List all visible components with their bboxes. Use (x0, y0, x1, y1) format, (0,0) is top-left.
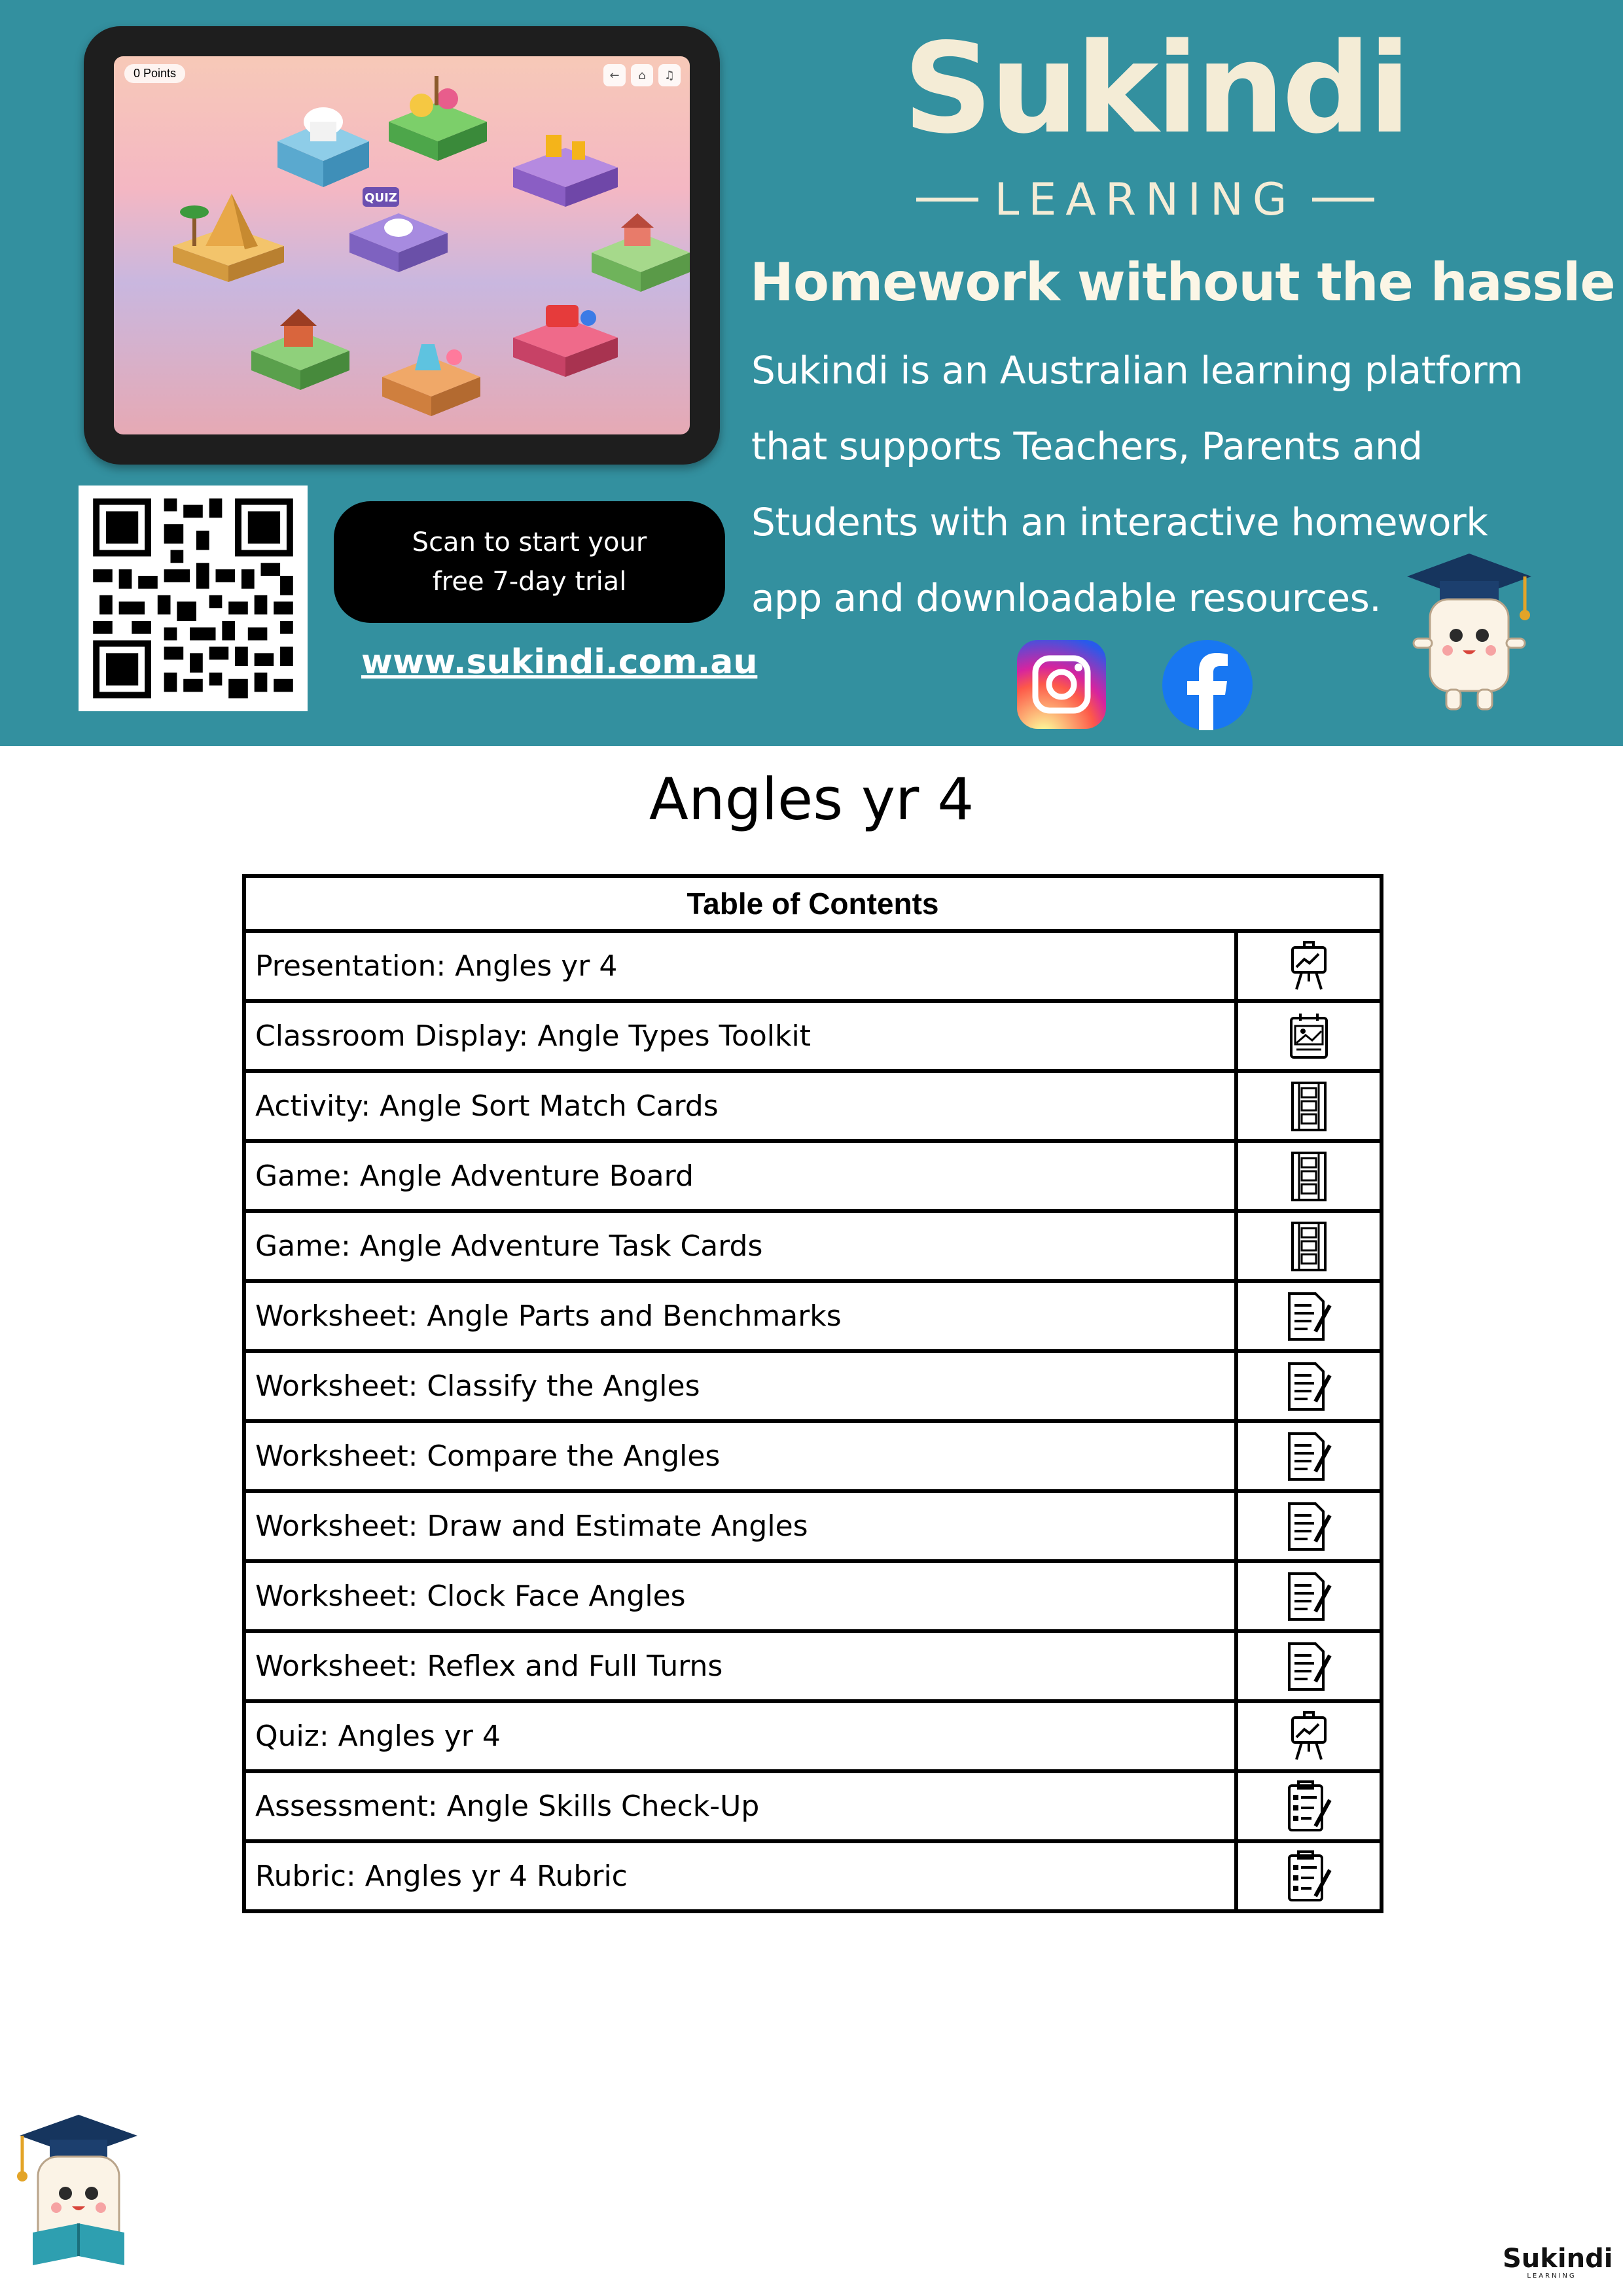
island-trophy-icon (507, 115, 624, 213)
display-board-icon (1236, 1001, 1382, 1071)
tablet-mockup (84, 26, 720, 465)
brand-sub-text: LEARNING (994, 173, 1296, 226)
toc-row[interactable] (244, 1281, 1382, 1351)
toc-item-label: Presentation: Angles yr 4 (244, 931, 1236, 1001)
island-house-icon (245, 292, 356, 397)
brand-subtitle (916, 170, 1374, 229)
checklist-icon (1236, 1841, 1382, 1911)
about-line: that supports Teachers, Parents and (751, 424, 1423, 468)
toc-row[interactable] (244, 1631, 1382, 1701)
game-cards-icon (1236, 1211, 1382, 1281)
quiz-label: QUIZ (365, 191, 397, 205)
toc-item-label: Rubric: Angles yr 4 Rubric (244, 1841, 1236, 1911)
worksheet-icon (1236, 1351, 1382, 1421)
divider (916, 198, 978, 202)
island-quiz-icon (343, 174, 454, 279)
footer-sub: LEARNING (1527, 2272, 1577, 2280)
promo-banner (0, 0, 1623, 746)
toc-item-label: Worksheet: Classify the Angles (244, 1351, 1236, 1421)
back-icon: ← (603, 64, 626, 86)
island-games-icon (507, 272, 624, 383)
divider (1312, 198, 1374, 202)
instagram-icon[interactable] (1017, 640, 1106, 729)
screen-nav-buttons (603, 64, 681, 86)
toc-row[interactable] (244, 1351, 1382, 1421)
game-board-icon (1236, 1141, 1382, 1211)
graduate-mascot-icon (1400, 547, 1538, 717)
toc-item-label: Classroom Display: Angle Types Toolkit (244, 1001, 1236, 1071)
presentation-easel-icon (1236, 931, 1382, 1001)
worksheet-icon (1236, 1561, 1382, 1631)
toc-row[interactable] (244, 1841, 1382, 1911)
toc-row[interactable] (244, 1071, 1382, 1141)
toc-row[interactable] (244, 1421, 1382, 1491)
reading-mascot-icon (13, 2108, 144, 2285)
toc-item-label: Worksheet: Compare the Angles (244, 1421, 1236, 1491)
toc-item-label: Worksheet: Angle Parts and Benchmarks (244, 1281, 1236, 1351)
worksheet-icon (1236, 1281, 1382, 1351)
toc-item-label: Worksheet: Draw and Estimate Angles (244, 1491, 1236, 1561)
toc-heading: Table of Contents (244, 876, 1382, 931)
toc-header-row (244, 876, 1382, 931)
toc-row[interactable] (244, 1211, 1382, 1281)
sound-icon: ♫ (658, 64, 681, 86)
qr-code-icon (79, 486, 308, 711)
toc-item-label: Activity: Angle Sort Match Cards (244, 1071, 1236, 1141)
home-icon: ⌂ (631, 64, 653, 86)
toc-item-label: Worksheet: Reflex and Full Turns (244, 1631, 1236, 1701)
island-pyramid-icon (166, 174, 291, 285)
toc-row[interactable] (244, 1561, 1382, 1631)
toc-row[interactable] (244, 1491, 1382, 1561)
footer-logo (1503, 2244, 1613, 2281)
toc-row[interactable] (244, 931, 1382, 1001)
toc-item-label: Game: Angle Adventure Task Cards (244, 1211, 1236, 1281)
worksheet-icon (1236, 1421, 1382, 1491)
tablet-screen (114, 56, 690, 434)
toc-body (244, 931, 1382, 1911)
website-link[interactable]: www.sukindi.com.au (361, 643, 758, 682)
facebook-icon[interactable] (1162, 640, 1253, 730)
about-line: Students with an interactive homework (751, 500, 1488, 544)
toc-item-label: Game: Angle Adventure Board (244, 1141, 1236, 1211)
table-of-contents (242, 874, 1383, 1913)
footer-brand: Sukindi (1503, 2244, 1613, 2274)
toc-row[interactable] (244, 1701, 1382, 1771)
toc-row[interactable] (244, 1001, 1382, 1071)
toc-item-label: Worksheet: Clock Face Angles (244, 1561, 1236, 1631)
points-badge: 0 Points (124, 64, 185, 83)
island-science-icon (376, 318, 487, 423)
toc-item-label: Quiz: Angles yr 4 (244, 1701, 1236, 1771)
checklist-icon (1236, 1771, 1382, 1841)
presentation-easel-icon (1236, 1701, 1382, 1771)
brand-logo: Sukindi (903, 16, 1408, 161)
trial-cta-button[interactable]: Scan to start your free 7-day trial (334, 501, 725, 623)
toc-row[interactable] (244, 1771, 1382, 1841)
activity-cards-icon (1236, 1071, 1382, 1141)
about-line: app and downloadable resources. (751, 576, 1382, 620)
worksheet-icon (1236, 1631, 1382, 1701)
worksheet-icon (1236, 1491, 1382, 1561)
page-title: Angles yr 4 (649, 766, 974, 833)
island-art-icon (382, 69, 493, 168)
toc-item-label: Assessment: Angle Skills Check-Up (244, 1771, 1236, 1841)
qr-code[interactable] (79, 486, 308, 711)
toc-row[interactable] (244, 1141, 1382, 1211)
tagline: Homework without the hassle (750, 252, 1615, 313)
about-line: Sukindi is an Australian learning platform (751, 348, 1524, 393)
